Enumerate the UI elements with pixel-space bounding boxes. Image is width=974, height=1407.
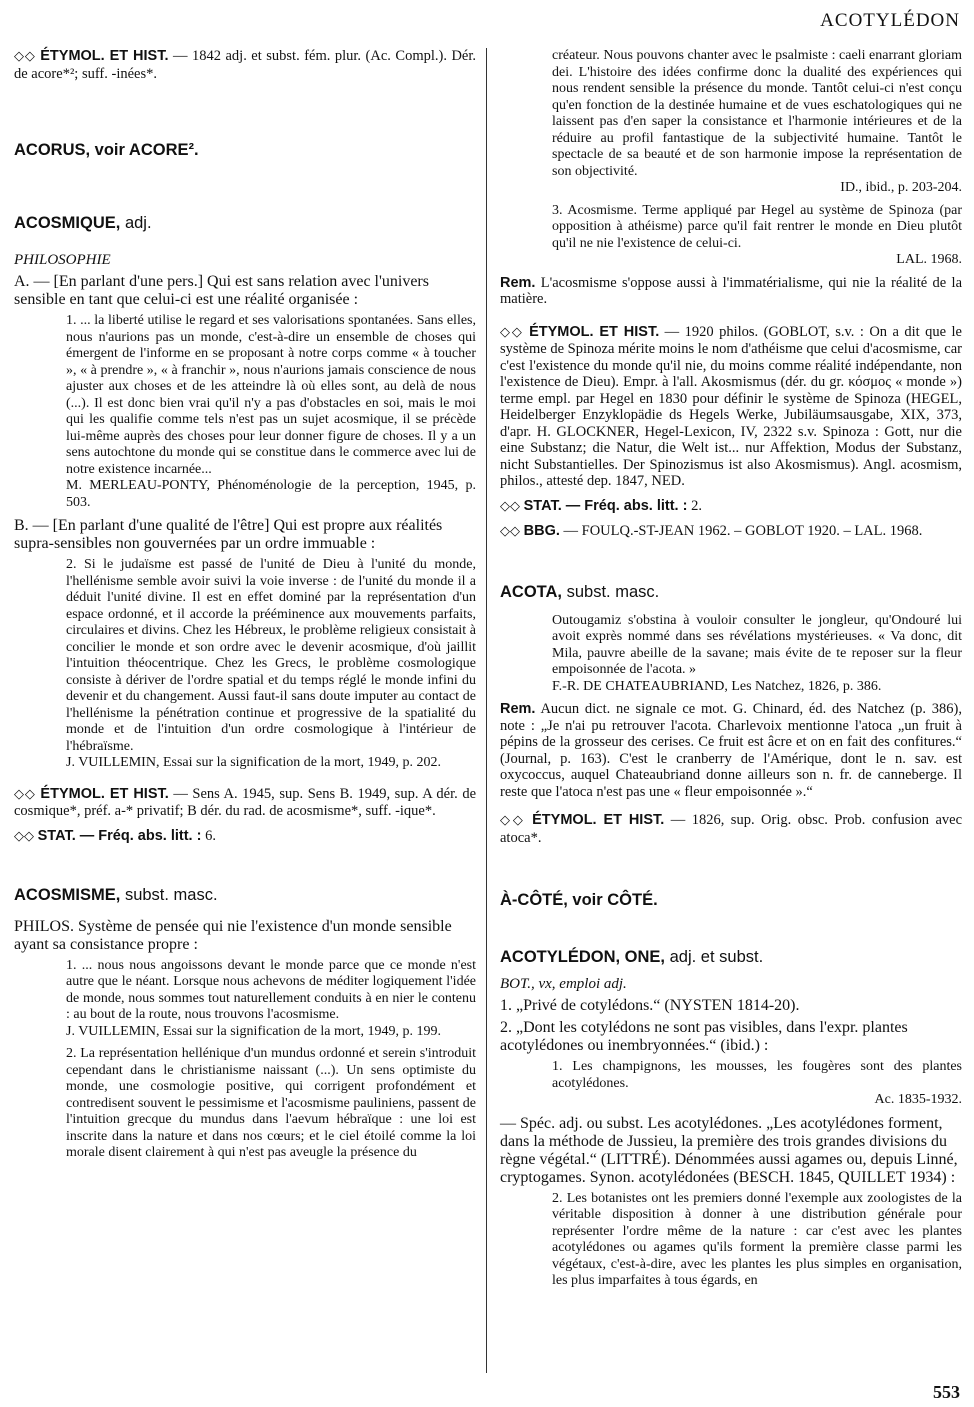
- quote-source: M. MERLEAU-PONTY, Phénoménologie de la perception, 1945, p. 503.: [66, 478, 476, 510]
- headword-acosmisme: [14, 887, 476, 904]
- quote-source: Ac. 1835-1932.: [874, 1092, 962, 1107]
- diamond-icon: ◇◇: [500, 523, 520, 539]
- quote-5: [552, 613, 962, 696]
- part-of-speech: subst. masc.: [124, 885, 218, 904]
- remark-text: L'acosmisme s'oppose aussi à l'immatérialisme, qui nie la réalité de la matière.: [500, 274, 962, 307]
- headword-acotyledon: [500, 949, 962, 966]
- etymology-acosmique: [14, 786, 476, 820]
- running-head: ACOTYLÉDON: [820, 10, 960, 31]
- quote-7: [552, 1191, 962, 1290]
- quote-3: [66, 958, 476, 1041]
- domain-label: BOT., vx, emploi adj.: [500, 976, 627, 992]
- quote-source: J. VUILLEMIN, Essai sur la signification de la mort, 1949, p. 202.: [66, 755, 441, 770]
- quote-source: ID., ibid., p. 203-204.: [840, 180, 962, 195]
- bibliography-label: BBG.: [523, 522, 560, 539]
- headword-text: ACOTYLÉDON, ONE,: [500, 948, 666, 966]
- quote-text: 1. Les champignons, les mousses, les fougères sont des plantes acotylédones.: [552, 1059, 962, 1091]
- column-rule: [486, 48, 487, 1373]
- quote-source: F.-R. DE CHATEAUBRIAND, Les Natchez, 1826, p. 386.: [552, 678, 882, 694]
- quote-text: 2. Les botanistes ont les premiers donné l'exemple aux zoologistes de la véritable disposition à donner à une distribution générale pour représenter l'ordre même de la nature : car c'est avec les plantes acotylédones ou agames qu'ils forment la première classe parmi les végétaux, c'est-à-dire, avec les plantes les plus simples en organisation, les plus imparfaites à tous égards, en: [552, 1190, 962, 1288]
- domain-label: PHILOSOPHIE: [14, 252, 111, 268]
- part-of-speech: adj.: [124, 214, 152, 232]
- remark-acosmisme: [500, 275, 962, 308]
- etymology-text: — 1826, sup. Orig. obsc. Prob. confusion avec atoca*.: [500, 812, 963, 846]
- quote-source: J. VUILLEMIN, Essai sur la signification de la mort, 1949, p. 199.: [66, 1023, 441, 1039]
- remark-acota: [500, 701, 962, 800]
- quote-text: créateur. Nous pouvons chanter avec le psalmiste : caeli enarrant gloriam dei. L'histoire des idées confirme donc la dualité des expériences qui nous rendent sensible la présence du monde. Tantôt celui-ci n'est conçu qu'en fonction de la destinée humaine et de vues eschatologiques qui ne laissent pas d'en saper la consistance et l'harmonie intérieures et de la réduire au profil fantastique de la subjectivité humaine. Tantôt le spectacle de sa beauté et de son harmonie impose la représentation de son objectivité.: [552, 48, 962, 179]
- diamond-icon: ◇◇: [500, 498, 520, 514]
- stat-value: 6.: [205, 827, 216, 844]
- stat-acosmique: [14, 828, 476, 845]
- headword-acosmique: [14, 215, 476, 232]
- remark-text: Aucun dict. ne signale ce mot. G. Chinard, éd. des Natchez (p. 386), note : „Je n'ai pu retrouver l'acota. Charlevoix mentionne l'atoca „un fruit à pépins de la grosseur des cerises. Ce fruit est âcre et on en fait des confitures.“ (Journal, p. 163). C'est le cranberry de l'Amérique, dont le n. sav. est oxycoccus, auquel Chateaubriand donne ailleurs son n. fr. de canneberge. Il reste que l'atoca n'est pas une « fleur empoisonnée ».“: [500, 701, 963, 800]
- etymology-acorine: [14, 48, 476, 82]
- headword-acorus: ACORUS, voir ACORE².: [14, 141, 199, 159]
- sense-1: 1. „Privé de cotylédons.“ (NYSTEN 1814-20).: [500, 997, 800, 1014]
- right-column: [500, 48, 962, 1296]
- sense-2: 2. „Dont les cotylédons ne sont pas visibles, dans l'expr. plantes acotylédones ou inembryonnées.“ (ibid.) :: [500, 1019, 908, 1054]
- etymology-text: — 1842 adj. et subst. fém. plur. (Ac. Compl.). Dér. de acore*²; suff. -inées*.: [14, 48, 477, 82]
- headword-text: ACOTA,: [500, 582, 563, 601]
- sense-b: B. — [En parlant d'une qualité de l'être] Qui est propre aux réalités supra-sensibles non gouvernées par un ordre immuable :: [14, 517, 443, 552]
- quote-text: Outougamiz s'obstina à vouloir consulter le jongleur, qu'Ondouré lui avoit exprès nommé dans ses révélations mystérieuses. « Va donc, dit Mila, pauvre abeille de la savane; mais évite de te reposer sur la fleur empoisonnée de l'acota. »: [552, 612, 962, 677]
- left-column: [14, 48, 476, 1168]
- headword-text: ACOSMISME,: [14, 885, 121, 904]
- stat-acosmisme: [500, 498, 962, 515]
- diamond-icon: ◇◇: [500, 813, 526, 828]
- diamond-icon: ◇◇: [14, 49, 36, 64]
- quote-text: 2. La représentation hellénique d'un mundus ordonné et serein s'introduit cependant dans le christianisme naissant (...). Un sens optimiste du monde, une cosmologie positive, qui corrigent profondément et contredisent souvent le pessimisme et l'acosmisme pauliniens, passent de l'intuition grecque du mundus dans l'aevum hébraïque : une loi est inscrite dans la nature et dans nos cœurs; et le ciel étoilé comme la loi morale disent clairement à qui n'est pas aveugle la présence du: [66, 1046, 476, 1160]
- headword-text: ACOSMIQUE,: [14, 214, 121, 232]
- headword-acota: [500, 584, 962, 601]
- sense-a: A. — [En parlant d'une pers.] Qui est sans relation avec l'univers sensible en tant que celui-ci est une réalité organisée :: [14, 273, 429, 308]
- etymology-acota: [500, 812, 962, 846]
- part-of-speech: adj. et subst.: [669, 948, 764, 966]
- stat-label: STAT. — Fréq. abs. litt. :: [523, 497, 688, 514]
- quote-text: 1. ... nous nous angoissons devant le monde parce que ce monde n'est autre que le néant. Lorsque nous achevons de méditer logiquement l'idée de monde, nous sommes tout naturellement conduits à en nier le contenu : au bout de la route, nous trouvons l'acosmisme.: [66, 957, 476, 1022]
- etymology-text: — Sens A. 1945, sup. Sens B. 1949, sup. A dér. de cosmique*, préf. a-* privatif; B dér. du rad. de acosmisme*, suff. -ique*.: [14, 785, 477, 819]
- quote-text: 1. ... la liberté utilise le regard et ses valorisations spontanées. Sans elles, nous n'aurions pas un monde, c'est-à-dire un ensemble de choses qui émergent de l'informe en se proposant à notre corps comme « à toucher », « à prendre », « à franchir », nous n'aurions jamais conscience de nous ajuster aux choses et de les atteindre là où elles sont, au delà de nous (...). Il est donc bien vrai qu'il n'y a pas d'obstacles en soi, mais le moi qui les qualifie comme tels n'est pas un sujet acosmique, il se précède lui-même auprès des choses pour leur donner figure de choses. Il y a un sens autochtone du monde qui se constitue dans le commerce avec lui de notre existence incarnée...: [66, 313, 476, 477]
- etymology-label: ÉTYMOL. ET HIST.: [532, 812, 665, 828]
- stat-value: 2.: [691, 497, 702, 514]
- quote-2: [66, 557, 476, 772]
- diamond-icon: ◇◇: [14, 828, 34, 844]
- headword-a-cote: À-CÔTÉ, voir CÔTÉ.: [500, 891, 658, 909]
- diamond-icon: ◇◇: [14, 786, 36, 802]
- etymology-label: ÉTYMOL. ET HIST.: [40, 48, 169, 64]
- quote-4-continued: [552, 48, 962, 197]
- quote-4: [66, 1046, 476, 1162]
- sense-text: 3. Acosmisme. Terme appliqué par Hegel au système de Spinoza (par opposition à athéisme) parce qu'il fait rentrer le monde en Dieu plutôt qu'il ne nie l'existence de celui-ci.: [552, 202, 962, 251]
- etymology-text: — 1920 philos. (GOBLOT, s.v. : On a dit que le système de Spinoza mérite moins le nom d'athéisme que celui d'acosmisme, car c'est l'existence du monde qu'il nie, du moins comme réalité indépendante, non l'existence de Dieu). Empr. à l'all. Akosmismus (dér. du gr. κόσμος « monde ») terme empl. par Hegel en 1830 pour définir le système de Spinoza (HEGEL, Heidelberger Enzyklopädie ds Hegels Werke, Jubiläumsausgabe, XIX, 373, d'apr. H. GLOCKNER, Hegel-Lexicon, IV, 2322 s.v. Spinoza : Gott, nur die eine Substanz; die Natur, die Welt ist... nur Affektion, Modus der Substanz, nicht Substantielles. Der Spinozismus ist also Akosmismus). Angl. acosmism, philos., attesté dep. 1847, NED.: [500, 323, 962, 489]
- quote-text: 2. Si le judaïsme est passé de l'unité de Dieu à l'unité du monde, l'hellénisme semble avoir suivi la voie inverse : de l'unité du monde il a déduit l'unité divine. Il est en effet dominé par la représentation d'un espace ordonné, et il accorde la prééminence aux mouvements parfaits, circulaires et divins. Chez les Hébreux, le problème religieux consistait à concilier le monde et son ordre avec le devenir acosmique, d'où jaillit l'intuition théocentrique. Chez les Grecs, le problème cosmologique consiste à dériver de l'ordre spatial et du temps réglé le monde infini du devenir et du changement. Aussi faut-il sans doute imputer au contact de l'hellénisme la pénétration continue et progressive de la spatialité du monde et de l'intuition d'un ordre cosmologique à l'intérieur de l'hébraïsme.: [66, 557, 476, 754]
- specialized-sense: — Spéc. adj. ou subst. Les acotylédones. „Les acotylédones forment, dans la méthode de Jussieu, la première des trois grandes divisions du règne végétal.“ (LITTRÉ). Dénommées aussi agames ou, depuis Linné, cryptogames. Synon. acotylédonées (BESCH. 1845, QUILLET 1934) :: [500, 1114, 958, 1186]
- etymology-label: ÉTYMOL. ET HIST.: [529, 323, 660, 340]
- page-number: 553: [933, 1382, 960, 1402]
- diamond-icon: ◇◇: [500, 324, 524, 340]
- quote-6: [552, 1059, 962, 1109]
- part-of-speech: subst. masc.: [566, 582, 660, 601]
- stat-label: STAT. — Fréq. abs. litt. :: [37, 827, 202, 844]
- bibliography: [500, 523, 962, 540]
- bibliography-text: — FOULQ.-ST-JEAN 1962. – GOBLOT 1920. – LAL. 1968.: [563, 522, 923, 539]
- definition-acosmisme: PHILOS. Système de pensée qui nie l'existence d'un monde sensible ayant sa consistance propre :: [14, 917, 452, 953]
- sense-3: [552, 203, 962, 269]
- remark-label: Rem.: [500, 274, 536, 291]
- remark-label: Rem.: [500, 701, 536, 717]
- etymology-acosmisme: [500, 324, 962, 490]
- etymology-label: ÉTYMOL. ET HIST.: [40, 785, 169, 802]
- quote-1: [66, 313, 476, 511]
- sense-source: LAL. 1968.: [896, 252, 962, 267]
